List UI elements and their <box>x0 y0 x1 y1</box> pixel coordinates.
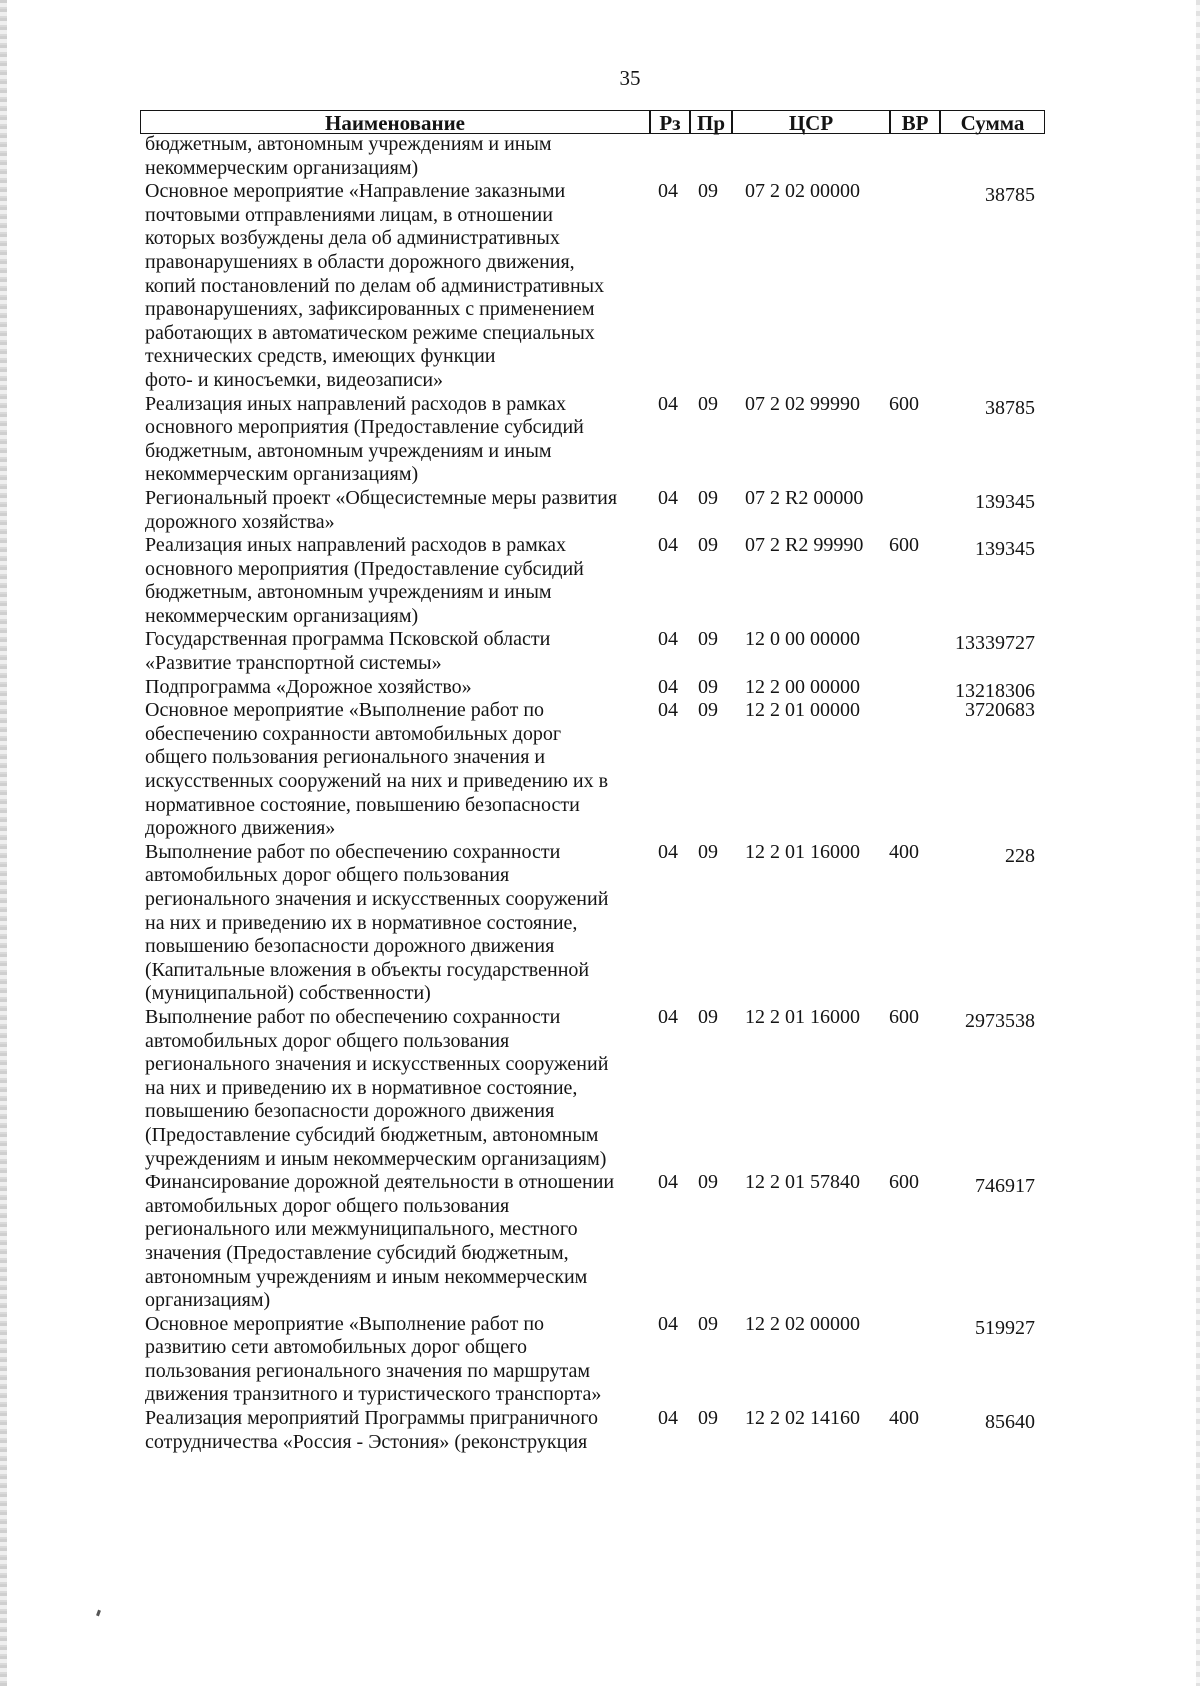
row-sum: 13339727 <box>955 632 1035 655</box>
table-row <box>145 1407 1045 1454</box>
row-name: Финансирование дорожной деятельности в отношении автомобильных дорог общего пользования регионального или межмуниципального, местного значения (Предоставление субсидий бюджетным, автономным учреждениям и иным некоммерческим организациям) <box>145 1171 615 1312</box>
row-sum: 2973538 <box>965 1009 1035 1032</box>
scan-speck <box>96 1610 101 1617</box>
row-vr: 600 <box>889 1005 919 1028</box>
header-rz: Рз <box>650 110 690 134</box>
row-vr: 600 <box>889 392 919 415</box>
row-pr: 09 <box>698 840 718 863</box>
table-body <box>145 133 1045 1454</box>
row-vr: 400 <box>889 1407 919 1430</box>
row-vr: 600 <box>889 534 919 557</box>
row-rz: 04 <box>658 628 678 651</box>
row-pr: 09 <box>698 1005 718 1028</box>
row-pr: 09 <box>698 180 718 203</box>
row-name: Выполнение работ по обеспечению сохранности автомобильных дорог общего пользования регионального значения и искусственных сооружений на них и приведению их в нормативное состояние, повышению безопасности дорожного движения (Предоставление субсидий бюджетным, автономным учреждениям и иным некоммерческим организациям) <box>145 1005 609 1170</box>
row-name: Основное мероприятие «Направление заказными почтовыми отправлениями лицам, в отношении которых возбуждены дела об административных правонарушениях в области дорожного движения, копий постановлений по делам об административных правонарушениях, зафиксированных с применением работающих в автоматическом режиме специальных технических средств, имеющих функции фото- и киносъемки, видеозаписи» <box>145 180 605 391</box>
row-sum: 38785 <box>985 184 1035 207</box>
row-sum: 228 <box>1005 844 1035 867</box>
row-name: Подпрограмма «Дорожное хозяйство» <box>145 675 472 698</box>
row-rz: 04 <box>658 1171 678 1194</box>
row-sum: 38785 <box>985 396 1035 419</box>
row-csr: 12 2 00 00000 <box>745 675 860 698</box>
page-number: 35 <box>619 66 641 90</box>
row-name: Реализация иных направлений расходов в рамках основного мероприятия (Предоставление субсидий бюджетным, автономным учреждениям и иным некоммерческим организациям) <box>145 392 584 486</box>
table-row <box>145 487 1045 534</box>
header-vr: ВР <box>890 110 940 134</box>
header-name: Наименование <box>140 110 650 134</box>
table-row <box>145 628 1045 675</box>
row-pr: 09 <box>698 486 718 509</box>
row-rz: 04 <box>658 1005 678 1028</box>
row-pr: 09 <box>698 1407 718 1430</box>
row-name: Государственная программа Псковской области «Развитие транспортной системы» <box>145 628 551 675</box>
header-sum: Сумма <box>940 110 1045 134</box>
row-rz: 04 <box>658 675 678 698</box>
table-row <box>145 1171 1045 1313</box>
table-row <box>145 133 1045 180</box>
row-rz: 04 <box>658 180 678 203</box>
table-row <box>145 393 1045 487</box>
row-pr: 09 <box>698 628 718 651</box>
row-csr: 12 2 01 57840 <box>745 1171 860 1194</box>
row-name: Основное мероприятие «Выполнение работ по обеспечению сохранности автомобильных дорог общего пользования регионального значения и искусственных сооружений на них и приведению их в нормативное состояние, повышению безопасности дорожного движения» <box>145 699 609 840</box>
scan-edge-left <box>0 0 7 1686</box>
row-sum: 139345 <box>975 490 1035 513</box>
row-sum: 139345 <box>975 538 1035 561</box>
row-csr: 07 2 02 00000 <box>745 180 860 203</box>
row-csr: 12 2 01 16000 <box>745 1005 860 1028</box>
table-row <box>145 841 1045 1006</box>
row-pr: 09 <box>698 675 718 698</box>
row-name: Региональный проект «Общесистемные меры развития дорожного хозяйства» <box>145 486 618 533</box>
row-csr: 12 2 02 00000 <box>745 1312 860 1335</box>
row-pr: 09 <box>698 392 718 415</box>
row-csr: 07 2 R2 00000 <box>745 486 864 509</box>
table-row <box>145 676 1045 700</box>
row-csr: 12 2 01 16000 <box>745 840 860 863</box>
row-name: Реализация иных направлений расходов в рамках основного мероприятия (Предоставление субсидий бюджетным, автономным учреждениям и иным некоммерческим организациям) <box>145 534 584 627</box>
row-csr: 07 2 02 99990 <box>745 392 860 415</box>
row-name: Выполнение работ по обеспечению сохранности автомобильных дорог общего пользования регионального значения и искусственных сооружений на них и приведению их в нормативное состояние, повышению безопасности дорожного движения (Капитальные вложения в объекты государственной (муниципальной) собственности) <box>145 840 609 1005</box>
row-sum: 519927 <box>975 1316 1035 1339</box>
row-name: Основное мероприятие «Выполнение работ по развитию сети автомобильных дорог общего пользования регионального значения по маршрутам движения транзитного и туристического транспорта» <box>145 1312 602 1406</box>
row-csr: 07 2 R2 99990 <box>745 534 864 557</box>
table-row <box>145 1313 1045 1407</box>
row-name: Реализация мероприятий Программы приграничного сотрудничества «Россия - Эстония» (реконструкция <box>145 1407 599 1453</box>
row-rz: 04 <box>658 840 678 863</box>
row-pr: 09 <box>698 699 718 722</box>
row-rz: 04 <box>658 699 678 722</box>
row-csr: 12 2 02 14160 <box>745 1407 860 1430</box>
row-sum: 85640 <box>985 1411 1035 1434</box>
scan-edge-right <box>1196 0 1200 1686</box>
row-vr: 400 <box>889 840 919 863</box>
row-pr: 09 <box>698 534 718 557</box>
table-row <box>145 534 1045 628</box>
row-rz: 04 <box>658 1407 678 1430</box>
row-rz: 04 <box>658 1312 678 1335</box>
row-csr: 12 2 01 00000 <box>745 699 860 722</box>
row-pr: 09 <box>698 1171 718 1194</box>
row-rz: 04 <box>658 392 678 415</box>
row-csr: 12 0 00 00000 <box>745 628 860 651</box>
row-sum: 3720683 <box>965 699 1035 722</box>
row-rz: 04 <box>658 534 678 557</box>
table-row <box>145 699 1045 841</box>
row-vr: 600 <box>889 1171 919 1194</box>
table-row <box>145 180 1045 392</box>
row-pr: 09 <box>698 1312 718 1335</box>
row-sum: 13218306 <box>955 679 1035 702</box>
row-sum: 746917 <box>975 1175 1035 1198</box>
header-pr: Пр <box>690 110 732 134</box>
row-rz: 04 <box>658 486 678 509</box>
table-row <box>145 1006 1045 1171</box>
row-name: бюджетным, автономным учреждениям и иным некоммерческим организациям) <box>145 133 552 179</box>
header-csr: ЦСР <box>732 110 890 134</box>
